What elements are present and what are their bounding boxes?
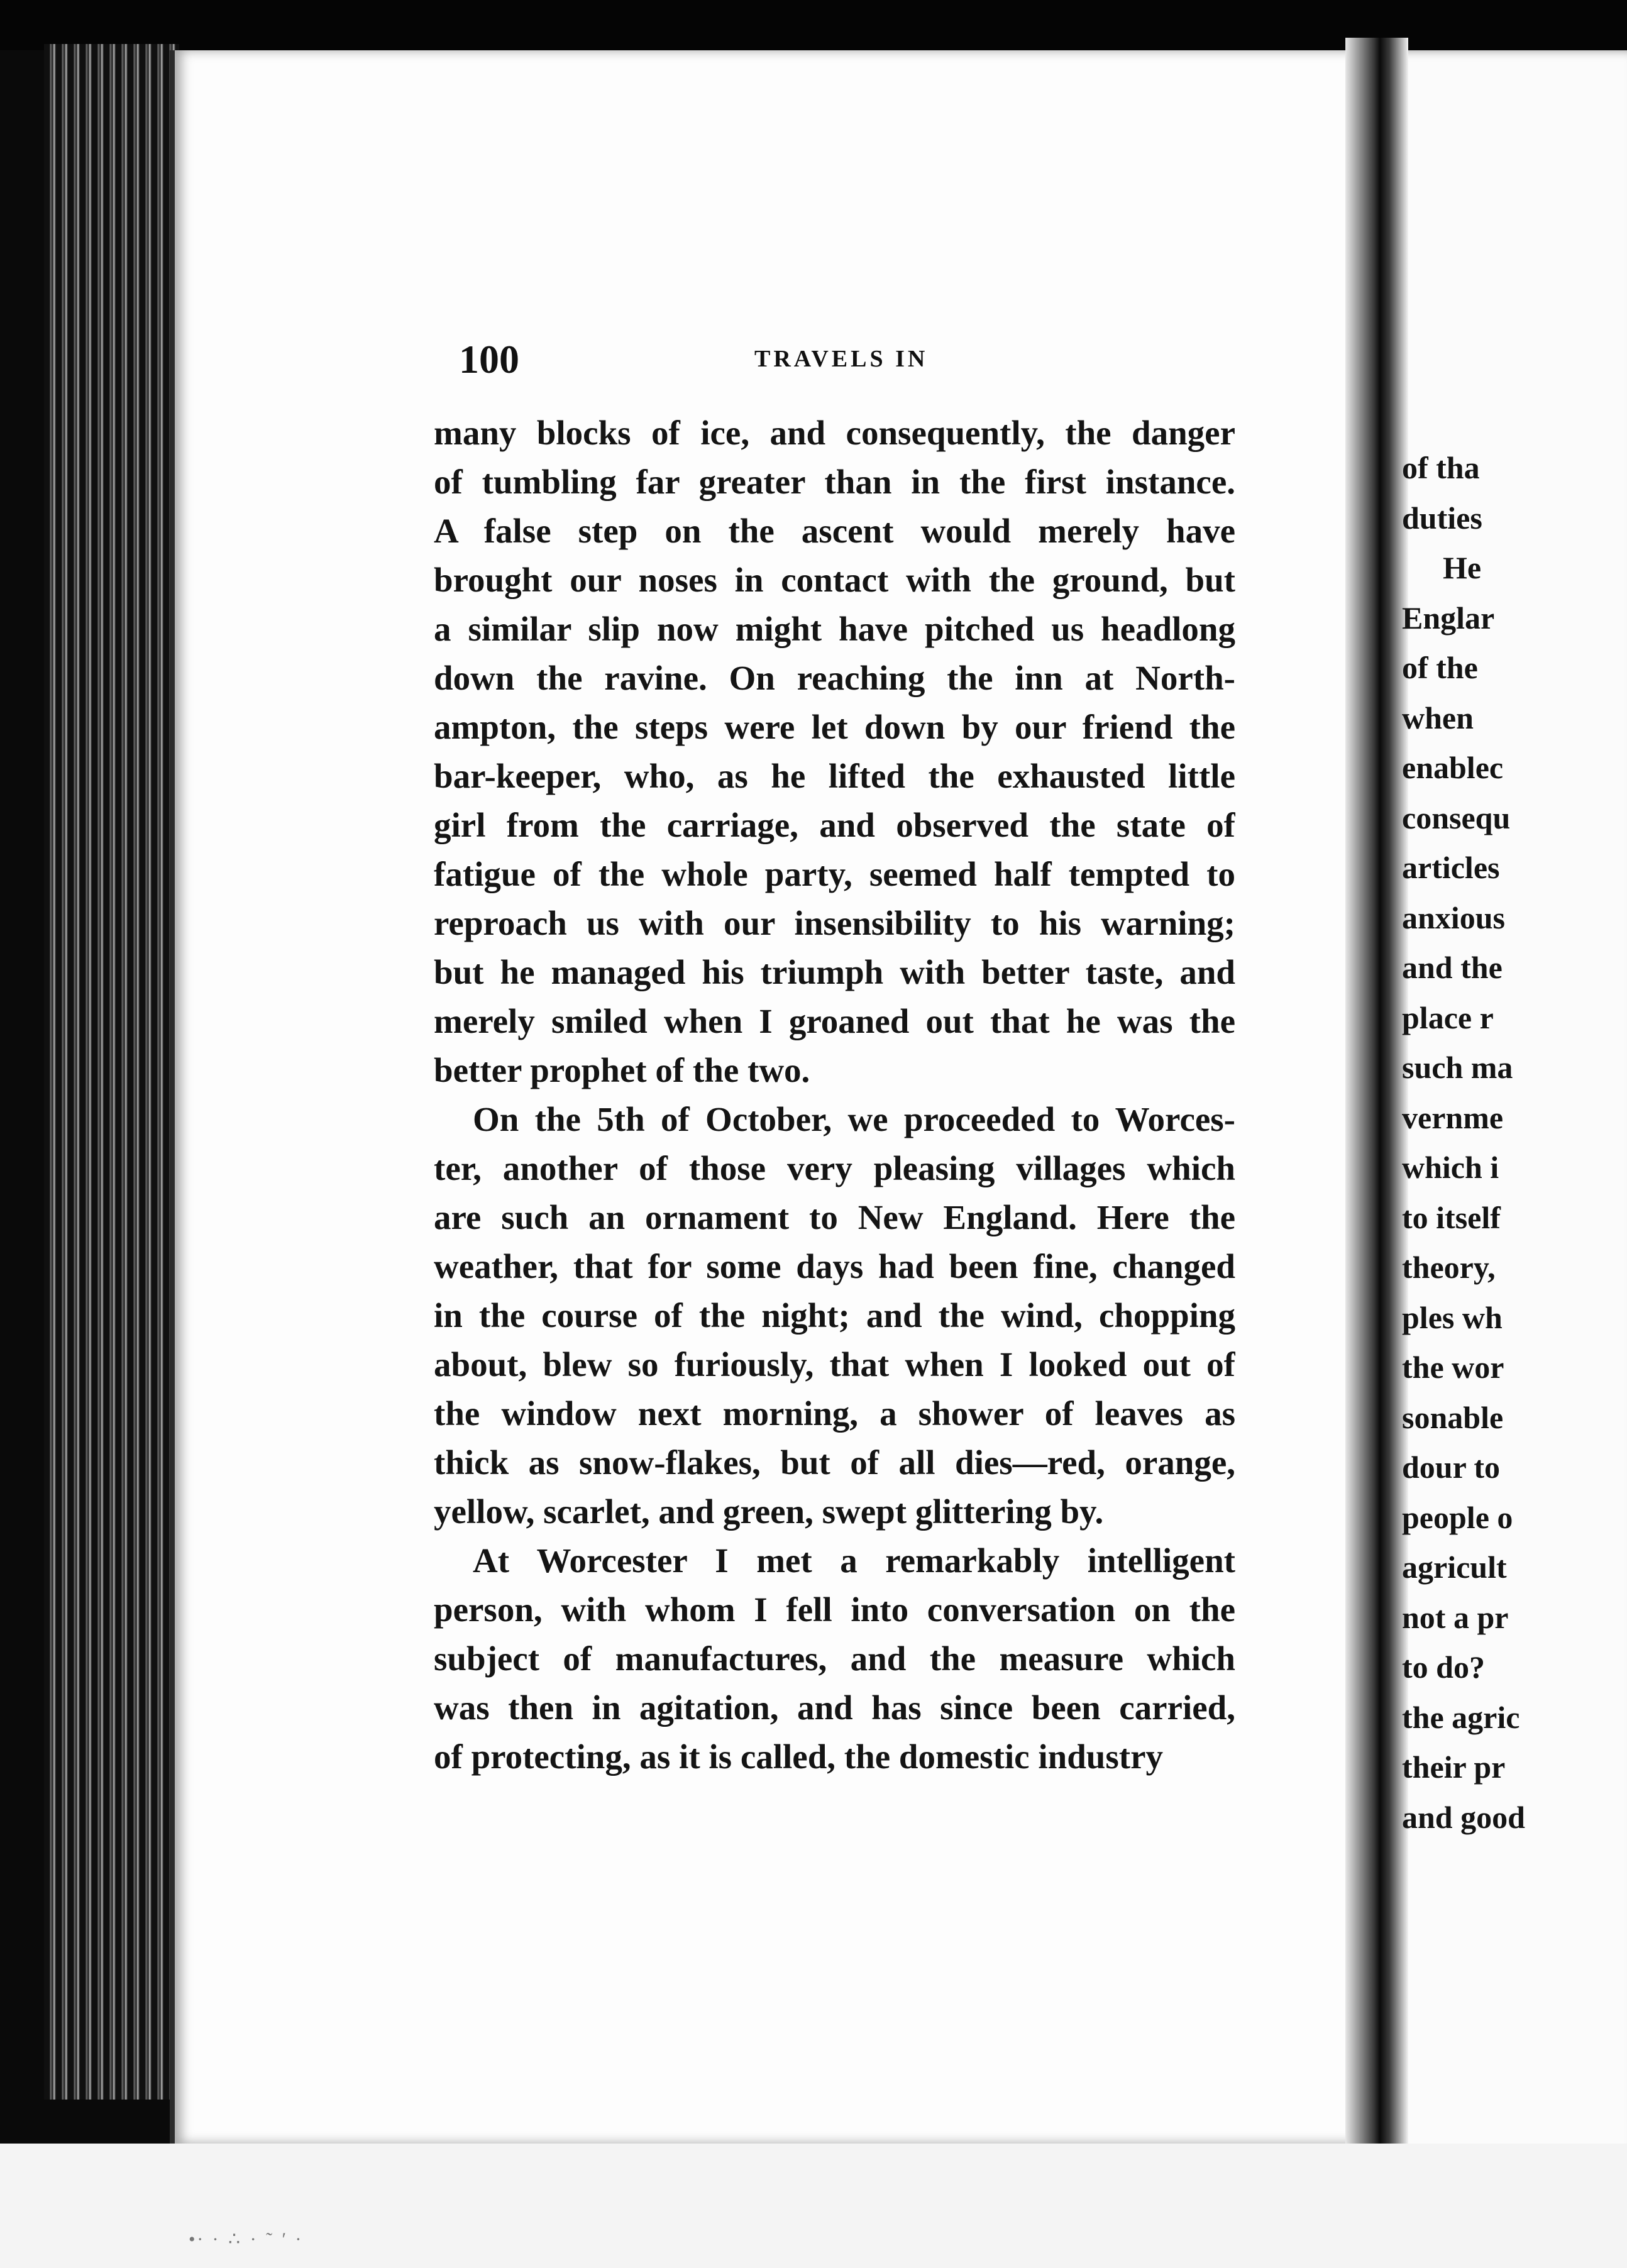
page-number: 100	[459, 337, 519, 382]
right-text-line: and good	[1402, 1799, 1525, 1835]
right-text-line: agricult	[1402, 1550, 1507, 1585]
text-line: down the ravine. On reaching the inn at North-	[434, 659, 1235, 697]
text-line: subject of manufactures, and the measure which	[434, 1639, 1235, 1678]
right-page-text	[1402, 443, 1627, 1842]
text-line: yellow, scarlet, and green, swept glittering by.	[434, 1492, 1104, 1531]
text-line: bar-keeper, who, as he lifted the exhausted little	[434, 757, 1235, 795]
text-line: many blocks of ice, and consequently, the danger	[434, 414, 1235, 452]
right-text-line: ples wh	[1402, 1299, 1503, 1335]
right-text-line: the agric	[1402, 1699, 1520, 1735]
right-text-line: such ma	[1402, 1050, 1513, 1085]
text-line: thick as snow-flakes, but of all dies—red, orange,	[434, 1443, 1235, 1482]
text-line: merely smiled when I groaned out that he was the	[434, 1002, 1235, 1040]
text-line: in the course of the night; and the wind, chopping	[434, 1296, 1235, 1335]
right-text-line: enablec	[1402, 750, 1504, 785]
text-line: better prophet of the two.	[434, 1051, 810, 1089]
text-line: At Worcester I met a remarkably intelligent	[473, 1541, 1235, 1580]
page-edges	[44, 44, 179, 2100]
right-text-line: He	[1443, 550, 1482, 585]
right-text-line: to itself	[1402, 1199, 1501, 1235]
running-head	[459, 336, 1251, 380]
text-line: weather, that for some days had been fine, changed	[434, 1247, 1235, 1285]
right-text-line: theory,	[1402, 1250, 1496, 1285]
text-line: fatigue of the whole party, seemed half tempted to	[434, 855, 1235, 893]
text-line: A false step on the ascent would merely have	[434, 512, 1235, 550]
right-text-line: dour to	[1402, 1450, 1501, 1485]
running-title: TRAVELS IN	[754, 346, 929, 372]
text-line: of protecting, as it is called, the domestic industry	[434, 1737, 1164, 1776]
right-text-line: vernme	[1402, 1099, 1504, 1135]
right-text-line: articles	[1402, 850, 1500, 885]
text-line: ter, another of those very pleasing villages which	[434, 1149, 1235, 1187]
text-line: a similar slip now might have pitched us headlong	[434, 610, 1235, 648]
right-text-line: when	[1402, 700, 1474, 735]
right-text-line: place r	[1402, 999, 1494, 1035]
text-line: ampton, the steps were let down by our friend the	[434, 708, 1235, 746]
right-text-line: the wor	[1402, 1350, 1504, 1385]
right-text-line: sonable	[1402, 1399, 1504, 1435]
right-text-line: not a pr	[1402, 1599, 1509, 1635]
text-line: about, blew so furiously, that when I looked out of	[434, 1345, 1235, 1384]
book-gutter	[1345, 38, 1408, 2144]
text-line: girl from the carriage, and observed the state of	[434, 806, 1235, 844]
left-page-text	[434, 409, 1235, 1781]
right-text-line: of the	[1402, 650, 1478, 685]
text-line: of tumbling far greater than in the first instance.	[434, 463, 1235, 501]
text-line: On the 5th of October, we proceeded to Worces-	[473, 1100, 1235, 1138]
text-line: brought our noses in contact with the ground, but	[434, 561, 1235, 599]
right-text-line: to do?	[1402, 1649, 1485, 1685]
text-line: but he managed his triumph with better taste, and	[434, 953, 1235, 991]
right-text-line: people o	[1402, 1499, 1513, 1535]
text-line: person, with whom I fell into conversation on the	[434, 1590, 1235, 1629]
right-text-line: their pr	[1402, 1749, 1506, 1785]
right-text-line: Englar	[1402, 600, 1495, 636]
right-text-line: duties	[1402, 500, 1482, 536]
right-text-line: consequ	[1402, 800, 1511, 835]
text-line: was then in agitation, and has since been carried,	[434, 1688, 1235, 1727]
text-line: reproach us with our insensibility to his warning;	[434, 904, 1235, 942]
page-marks: •∙ · ∴ · ˜ ′ ∙	[189, 2229, 304, 2250]
text-line: the window next morning, a shower of leaves as	[434, 1394, 1235, 1433]
right-text-line: and the	[1402, 950, 1503, 985]
text-line: are such an ornament to New England. Here the	[434, 1198, 1235, 1236]
right-text-line: of tha	[1402, 450, 1480, 485]
right-text-line: anxious	[1402, 900, 1505, 935]
right-text-line: which i	[1402, 1150, 1499, 1185]
